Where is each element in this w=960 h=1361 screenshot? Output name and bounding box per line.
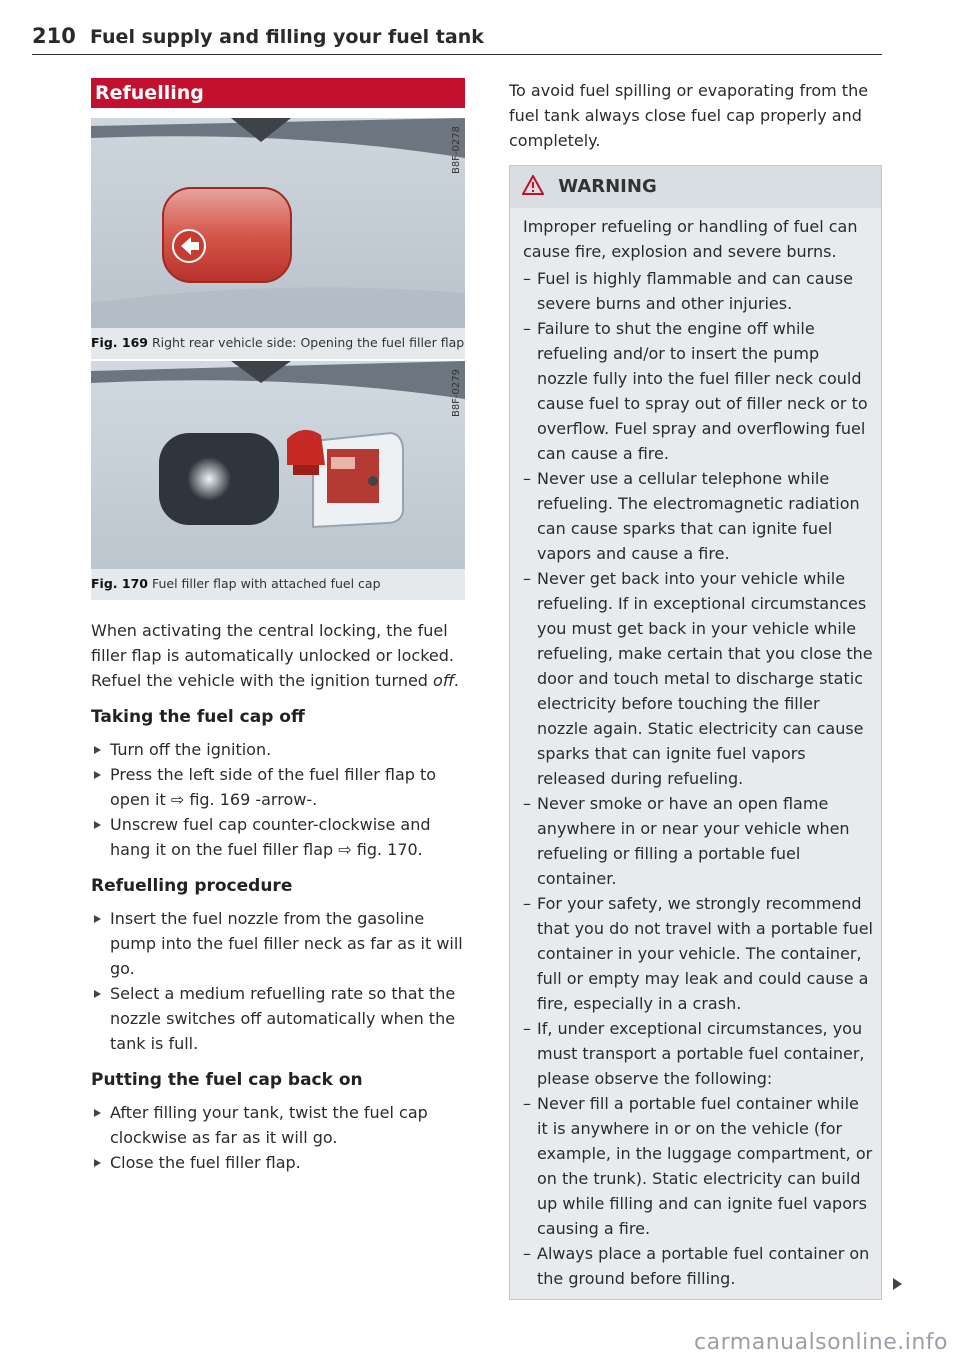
step-item: After filling your tank, twist the fuel cap clockwise as far as it will go. <box>91 1100 465 1150</box>
figure-caption <box>91 569 465 600</box>
warning-sublist <box>523 1091 873 1291</box>
warning-box <box>509 165 882 1300</box>
warning-triangle-icon <box>522 175 544 195</box>
warning-item: – Never use a cellular telephone while refueling. The electromagnetic radiation can cause sparks that can ignite fuel vapors and cause a fire. <box>523 466 873 566</box>
continued-arrow-icon <box>893 1278 902 1290</box>
intro-emphasis: off. <box>433 671 460 690</box>
warning-title: WARNING <box>558 176 657 197</box>
figure-code: B8F-0278 <box>451 126 462 175</box>
cap-off-steps <box>91 737 465 862</box>
warning-item: – Failure to shut the engine off while refueling and/or to insert the pump nozzle fully into the fuel filler neck could cause fuel to spray out of filler neck or to overflow. Fuel spray and overflowing fuel can cause a fire. <box>523 316 873 466</box>
procedure-steps <box>91 906 465 1056</box>
figure-caption-text: Fuel filler flap with attached fuel cap <box>151 576 381 591</box>
right-intro: To avoid fuel spilling or evaporating from the fuel tank always close fuel cap properly and completely. <box>509 81 869 150</box>
warning-header <box>510 166 881 208</box>
step-item: Insert the fuel nozzle from the gasoline pump into the fuel filler neck as far as it will go. <box>91 906 465 981</box>
warning-item: – Never get back into your vehicle while refueling. If in exceptional circumstances you must get back in your vehicle while refueling, make certain that you close the door and touch metal to discharge static electricity before touching the filler nozzle again. Static electricity can cause sparks that can ignite fuel vapors released during refueling. <box>523 566 873 791</box>
intro-paragraph <box>91 618 465 693</box>
heading-cap-on: Putting the fuel cap back on <box>91 1070 363 1090</box>
section-title: Refuelling <box>91 78 465 108</box>
figure-caption-text: Right rear vehicle side: Opening the fuel filler flap <box>151 335 465 350</box>
figure-code: B8F-0279 <box>451 369 462 418</box>
step-item: Select a medium refuelling rate so that the nozzle switches off automatically when the tank is full. <box>91 981 465 1056</box>
figure-label: Fig. 169 <box>91 335 148 350</box>
step-item: Unscrew fuel cap counter-clockwise and hang it on the fuel filler flap ⇨ fig. 170. <box>91 812 465 862</box>
warning-item: – If, under exceptional circumstances, you must transport a portable fuel container, please observe the following: <box>523 1016 873 1091</box>
fuel-cap-open-photo <box>91 361 465 569</box>
left-column <box>91 78 465 1175</box>
chapter-title: Fuel supply and filling your fuel tank <box>90 26 484 48</box>
heading-cap-off: Taking the fuel cap off <box>91 707 305 727</box>
figure-170 <box>91 361 465 600</box>
step-item: Press the left side of the fuel filler flap to open it ⇨ fig. 169 -arrow-. <box>91 762 465 812</box>
warning-item: – For your safety, we strongly recommend that you do not travel with a portable fuel container in your vehicle. The container, full or empty may leak and could cause a fire, especially in a crash. <box>523 891 873 1016</box>
figure-169 <box>91 118 465 359</box>
watermark: carmanualsonline.info <box>694 1330 948 1355</box>
figure-caption <box>91 328 465 359</box>
warning-item: – Never smoke or have an open flame anywhere in or near your vehicle when refueling or filling a portable fuel container. <box>523 791 873 891</box>
figure-label: Fig. 170 <box>91 576 148 591</box>
warning-list <box>523 266 873 1091</box>
fuel-flap-closed-photo <box>91 118 465 328</box>
warning-lead: Improper refueling or handling of fuel can cause fire, explosion and severe burns. <box>523 217 858 261</box>
intro-text: When activating the central locking, the fuel filler flap is automatically unlocked or locked. Refuel the vehicle with the ignition turned <box>91 621 454 690</box>
step-item: Turn off the ignition. <box>91 737 465 762</box>
warning-body <box>510 208 881 1299</box>
right-column <box>509 78 882 1300</box>
page-header <box>32 24 882 55</box>
warning-subitem: – Never fill a portable fuel container while it is anywhere in or on the vehicle (for example, in the luggage compartment, or on the trunk). Static electricity can build up while filling and can ignite fuel vapors causing a fire. <box>523 1091 873 1241</box>
step-item: Close the fuel filler flap. <box>91 1150 465 1175</box>
page-number: 210 <box>32 24 76 48</box>
heading-procedure: Refuelling procedure <box>91 876 293 896</box>
warning-subitem: – Always place a portable fuel container on the ground before filling. <box>523 1241 873 1291</box>
warning-item: – Fuel is highly flammable and can cause severe burns and other injuries. <box>523 266 873 316</box>
cap-on-steps <box>91 1100 465 1175</box>
